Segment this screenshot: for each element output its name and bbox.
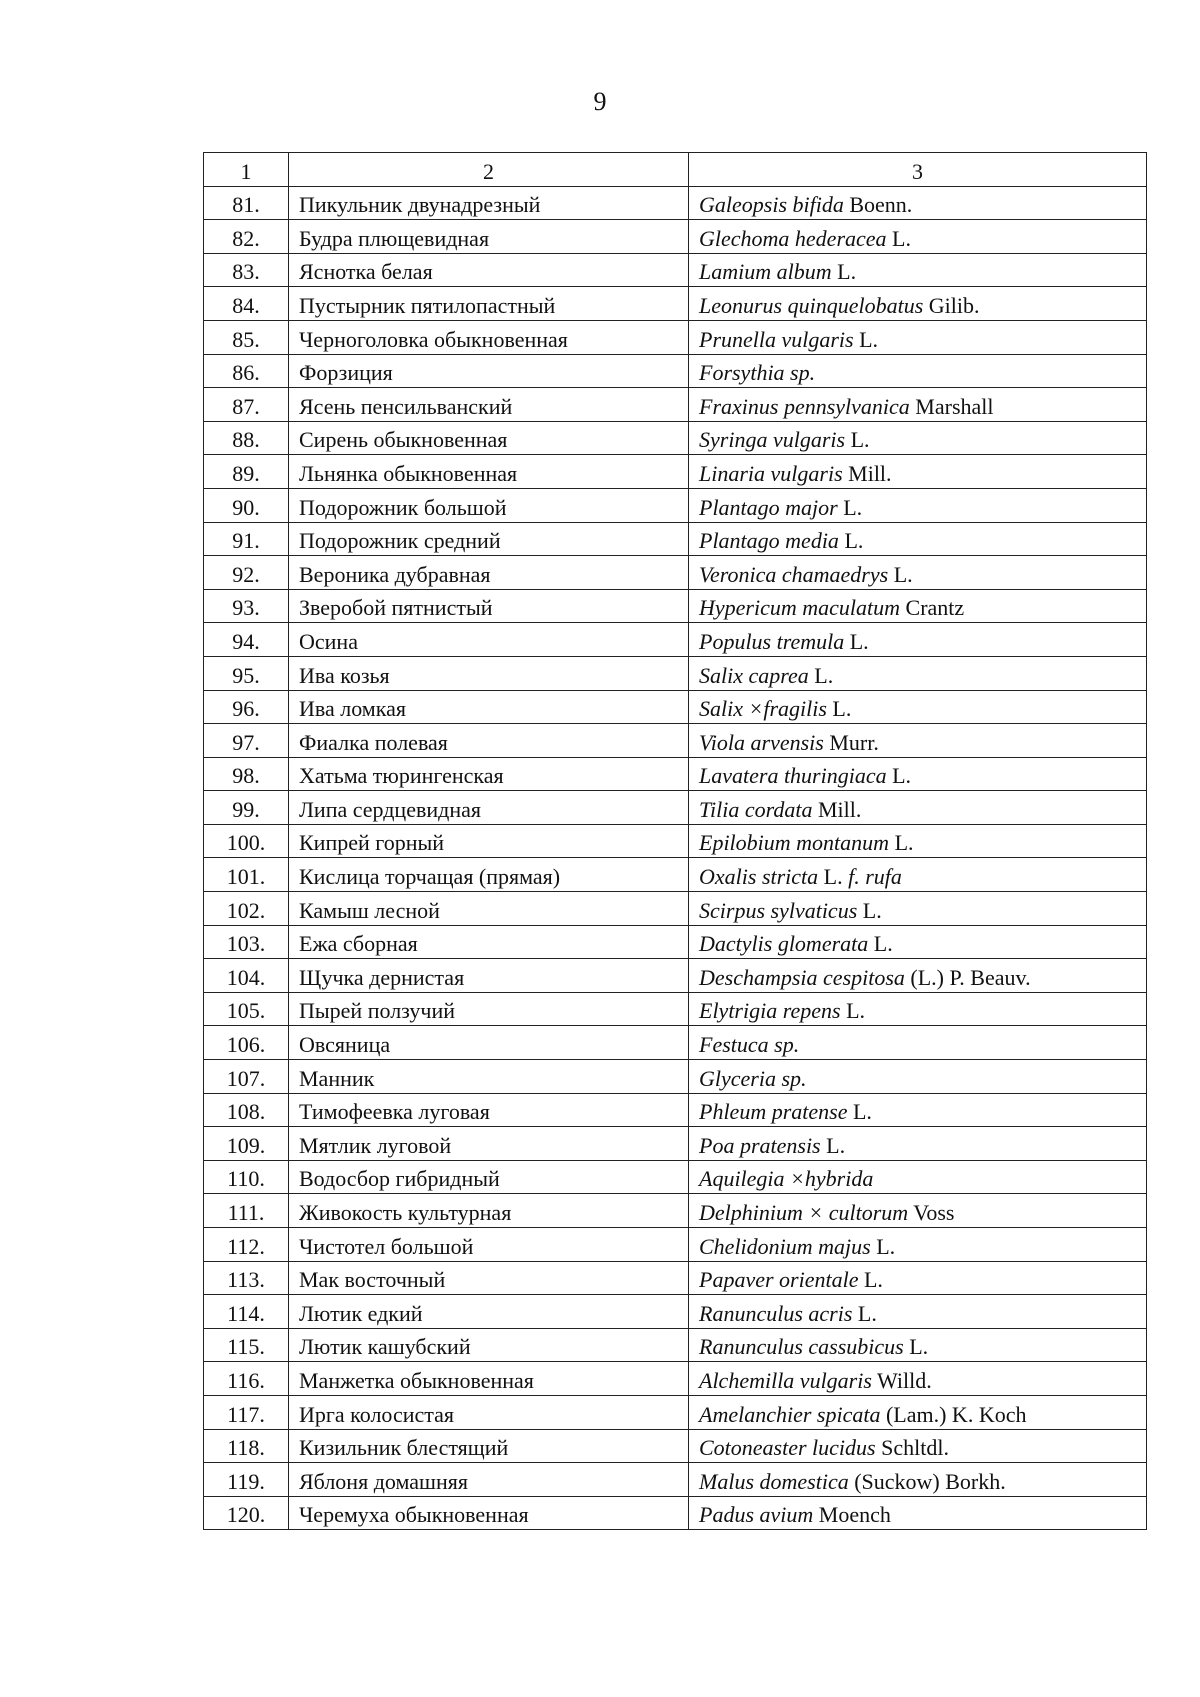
latin-binomial: Glyceria sp. [699,1065,807,1091]
latin-binomial: Lavatera thuringiaca [699,763,887,789]
row-number: 95. [204,656,289,690]
russian-name: Пустырник пятилопастный [289,287,689,321]
row-number: 113. [204,1261,289,1295]
row-number: 100. [204,824,289,858]
table-row [204,992,1147,1026]
row-number: 112. [204,1228,289,1262]
latin-binomial: Scirpus sylvaticus [699,897,858,923]
row-number: 108. [204,1093,289,1127]
table-row [204,220,1147,254]
table-row [204,1429,1147,1463]
row-number: 102. [204,892,289,926]
latin-name-cell [689,1429,1147,1463]
table-row [204,186,1147,220]
row-number: 84. [204,287,289,321]
column-header-number: 1 [204,153,289,187]
russian-name: Вероника дубравная [289,556,689,590]
latin-binomial: Syringa vulgaris [699,427,846,453]
latin-name-cell [689,488,1147,522]
latin-name-cell [689,1194,1147,1228]
latin-binomial: Deschampsia cespitosa [699,964,905,990]
latin-name-cell [689,1496,1147,1530]
row-number: 114. [204,1295,289,1329]
author-citation: L. [844,628,869,654]
row-number: 109. [204,1127,289,1161]
row-number: 120. [204,1496,289,1530]
table-row [204,589,1147,623]
latin-binomial: Prunella vulgaris [699,326,854,352]
table-row [204,488,1147,522]
author-citation: L. [826,696,852,722]
table-row [204,656,1147,690]
latin-binomial: Amelanchier spicata [699,1401,881,1427]
author-citation: Marshall [909,393,994,419]
row-number: 82. [204,220,289,254]
russian-name: Кипрей горный [289,824,689,858]
table-row [204,757,1147,791]
latin-binomial: Plantago media [699,528,839,554]
russian-name: Кислица торчащая (прямая) [289,858,689,892]
russian-name: Пикульник двунадрезный [289,186,689,220]
row-number: 107. [204,1060,289,1094]
row-number: 110. [204,1160,289,1194]
latin-binomial: Chelidonium majus [699,1233,871,1259]
author-citation: Gilib. [923,292,980,318]
latin-binomial: Delphinium × cultorum [699,1200,909,1225]
latin-name-cell [689,1328,1147,1362]
author-citation: L. [838,528,864,554]
russian-name: Ива козья [289,656,689,690]
russian-name: Кизильник блестящий [289,1429,689,1463]
latin-name-cell [689,320,1147,354]
row-number: 119. [204,1463,289,1497]
table-row [204,1295,1147,1329]
row-number: 94. [204,623,289,657]
author-citation: (Suckow) Borkh. [848,1468,1006,1494]
latin-binomial: Padus avium [699,1502,814,1528]
author-citation: (Lam.) K. Koch [880,1401,1027,1427]
latin-name-cell [689,1261,1147,1295]
latin-binomial: Linaria vulgaris [699,460,843,486]
latin-name-cell [689,724,1147,758]
author-citation: Mill. [842,460,892,486]
russian-name: Манжетка обыкновенная [289,1362,689,1396]
latin-binomial: Aquilegia ×hybrida [699,1166,874,1192]
latin-name-cell [689,623,1147,657]
table-row [204,1060,1147,1094]
latin-name-cell [689,455,1147,489]
row-number: 93. [204,589,289,623]
table-row [204,1228,1147,1262]
table-body [204,186,1147,1530]
latin-binomial: Elytrigia repens [699,998,841,1024]
latin-binomial: Viola arvensis [699,729,824,755]
author-citation: L. [868,931,893,957]
latin-name-cell [689,959,1147,993]
table-row [204,1093,1147,1127]
table-row [204,253,1147,287]
latin-name-cell [689,1228,1147,1262]
latin-binomial: Oxalis stricta [699,864,819,890]
russian-name: Мятлик луговой [289,1127,689,1161]
russian-name: Овсяница [289,1026,689,1060]
row-number: 118. [204,1429,289,1463]
row-number: 87. [204,388,289,422]
row-number: 116. [204,1362,289,1396]
table-row [204,623,1147,657]
latin-binomial: Cotoneaster lucidus [699,1435,876,1461]
latin-name-cell [689,522,1147,556]
row-number: 103. [204,925,289,959]
row-number: 85. [204,320,289,354]
latin-binomial: Ranunculus acris [699,1300,853,1326]
russian-name: Липа сердцевидная [289,791,689,825]
russian-name: Ясень пенсильванский [289,388,689,422]
table-row [204,1160,1147,1194]
russian-name: Лютик едкий [289,1295,689,1329]
row-number: 96. [204,690,289,724]
latin-name-cell [689,220,1147,254]
russian-name: Будра плющевидная [289,220,689,254]
russian-name: Льнянка обыкновенная [289,455,689,489]
row-number: 89. [204,455,289,489]
russian-name: Мак восточный [289,1261,689,1295]
latin-name-cell [689,1362,1147,1396]
latin-binomial: Papaver orientale [699,1267,859,1293]
russian-name: Живокость культурная [289,1194,689,1228]
author-citation: L. [886,763,912,789]
author-citation: Willd. [871,1367,932,1393]
table-header-row [204,153,1147,187]
table-row [204,892,1147,926]
russian-name: Водосбор гибридный [289,1160,689,1194]
russian-name: Осина [289,623,689,657]
latin-name-cell [689,287,1147,321]
column-header-russian-name: 2 [289,153,689,187]
latin-binomial: Salix ×fragilis [699,696,827,722]
author-citation: L. [820,1132,846,1158]
author-citation: Voss [908,1200,955,1225]
row-number: 101. [204,858,289,892]
latin-binomial: Ranunculus cassubicus [699,1334,904,1360]
author-citation: L. [831,259,857,285]
row-number: 81. [204,186,289,220]
latin-binomial: Festuca sp. [699,1032,800,1058]
row-number: 91. [204,522,289,556]
latin-binomial: Malus domestica [699,1468,849,1494]
author-citation: L. [886,225,911,251]
table-row [204,388,1147,422]
russian-name: Зверобой пятнистый [289,589,689,623]
latin-name-cell [689,1127,1147,1161]
latin-name-cell [689,354,1147,388]
russian-name: Черемуха обыкновенная [289,1496,689,1530]
table-row [204,1496,1147,1530]
latin-binomial: Alchemilla vulgaris [699,1367,872,1393]
author-citation: (L.) P. Beauv. [904,964,1031,990]
table-row [204,1395,1147,1429]
latin-binomial: Forsythia sp. [699,360,816,386]
author-citation: L. [888,561,913,587]
author-citation: L. [847,1099,872,1125]
russian-name: Камыш лесной [289,892,689,926]
latin-name-cell [689,925,1147,959]
author-citation: L. [889,830,914,856]
latin-name-cell [689,253,1147,287]
latin-binomial: Populus tremula [699,628,845,654]
row-number: 105. [204,992,289,1026]
row-number: 88. [204,421,289,455]
author-citation: L. [853,326,879,352]
latin-binomial: Lamium album [699,259,832,285]
row-number: 97. [204,724,289,758]
russian-name: Манник [289,1060,689,1094]
author-citation: L. [870,1233,896,1259]
author-citation: L. [903,1334,929,1360]
table-row [204,791,1147,825]
russian-name: Ежа сборная [289,925,689,959]
author-citation: L. [845,427,870,453]
author-citation: L. [837,494,863,520]
latin-name-cell [689,690,1147,724]
table-row [204,690,1147,724]
author-citation: Boenn. [843,192,913,218]
russian-name: Лютик кашубский [289,1328,689,1362]
latin-name-cell [689,824,1147,858]
latin-binomial: Hypericum maculatum [699,595,901,621]
russian-name: Хатьма тюрингенская [289,757,689,791]
latin-binomial: Glechoma hederacea [699,225,887,251]
russian-name: Ирга колосистая [289,1395,689,1429]
latin-name-cell [689,388,1147,422]
latin-binomial: Plantago major [699,494,838,520]
latin-name-cell [689,791,1147,825]
latin-binomial: Phleum pratense [699,1099,848,1125]
author-citation: L. [818,864,849,890]
latin-binomial: Veronica chamaedrys [699,561,889,587]
row-number: 106. [204,1026,289,1060]
latin-name-cell [689,992,1147,1026]
latin-binomial: Dactylis glomerata [699,931,869,957]
row-number: 99. [204,791,289,825]
row-number: 83. [204,253,289,287]
author-citation: Schltdl. [875,1435,949,1461]
russian-name: Черноголовка обыкновенная [289,320,689,354]
table-row [204,354,1147,388]
russian-name: Тимофеевка луговая [289,1093,689,1127]
latin-name-cell [689,892,1147,926]
table-row [204,858,1147,892]
latin-infraspecific: f. rufa [848,864,902,890]
row-number: 104. [204,959,289,993]
latin-name-cell [689,421,1147,455]
russian-name: Пырей ползучий [289,992,689,1026]
column-header-latin-name: 3 [689,153,1147,187]
table-row [204,522,1147,556]
latin-binomial: Fraxinus pennsylvanica [699,393,910,419]
table-row [204,287,1147,321]
author-citation: Crantz [900,595,965,621]
russian-name: Фиалка полевая [289,724,689,758]
table-row [204,320,1147,354]
russian-name: Сирень обыкновенная [289,421,689,455]
author-citation: Murr. [823,729,879,755]
latin-name-cell [689,1160,1147,1194]
russian-name: Яснотка белая [289,253,689,287]
table-row [204,1261,1147,1295]
table-row [204,556,1147,590]
author-citation: L. [852,1300,877,1326]
author-citation: L. [857,897,882,923]
latin-name-cell [689,556,1147,590]
latin-name-cell [689,858,1147,892]
latin-name-cell [689,1463,1147,1497]
table-row [204,824,1147,858]
author-citation: L. [808,662,834,688]
latin-name-cell [689,589,1147,623]
table-row [204,959,1147,993]
russian-name: Ива ломкая [289,690,689,724]
author-citation: Mill. [812,796,862,822]
author-citation: Moench [813,1502,891,1528]
russian-name: Форзиция [289,354,689,388]
latin-name-cell [689,1060,1147,1094]
table-row [204,1194,1147,1228]
latin-name-cell [689,1395,1147,1429]
row-number: 117. [204,1395,289,1429]
table-row [204,1026,1147,1060]
latin-binomial: Poa pratensis [699,1132,821,1158]
latin-name-cell [689,656,1147,690]
latin-binomial: Salix caprea [699,662,809,688]
table-row [204,455,1147,489]
table-row [204,724,1147,758]
author-citation: L. [858,1267,883,1293]
page-number: 9 [593,87,607,116]
latin-name-cell [689,1295,1147,1329]
latin-binomial: Epilobium montanum [699,830,890,856]
russian-name: Подорожник средний [289,522,689,556]
russian-name: Чистотел большой [289,1228,689,1262]
table-row [204,1463,1147,1497]
latin-name-cell [689,186,1147,220]
row-number: 92. [204,556,289,590]
table-row [204,925,1147,959]
row-number: 86. [204,354,289,388]
species-table [203,152,1147,1530]
table-row [204,1127,1147,1161]
table-row [204,1328,1147,1362]
row-number: 90. [204,488,289,522]
author-citation: L. [840,998,866,1024]
latin-binomial: Galeopsis bifida [699,192,844,218]
latin-name-cell [689,1093,1147,1127]
russian-name: Щучка дернистая [289,959,689,993]
row-number: 98. [204,757,289,791]
row-number: 115. [204,1328,289,1362]
latin-binomial: Tilia cordata [699,796,813,822]
latin-name-cell [689,757,1147,791]
russian-name: Подорожник большой [289,488,689,522]
russian-name: Яблоня домашняя [289,1463,689,1497]
row-number: 111. [204,1194,289,1228]
latin-binomial: Leonurus quinquelobatus [699,292,924,318]
latin-name-cell [689,1026,1147,1060]
table-row [204,421,1147,455]
table-row [204,1362,1147,1396]
